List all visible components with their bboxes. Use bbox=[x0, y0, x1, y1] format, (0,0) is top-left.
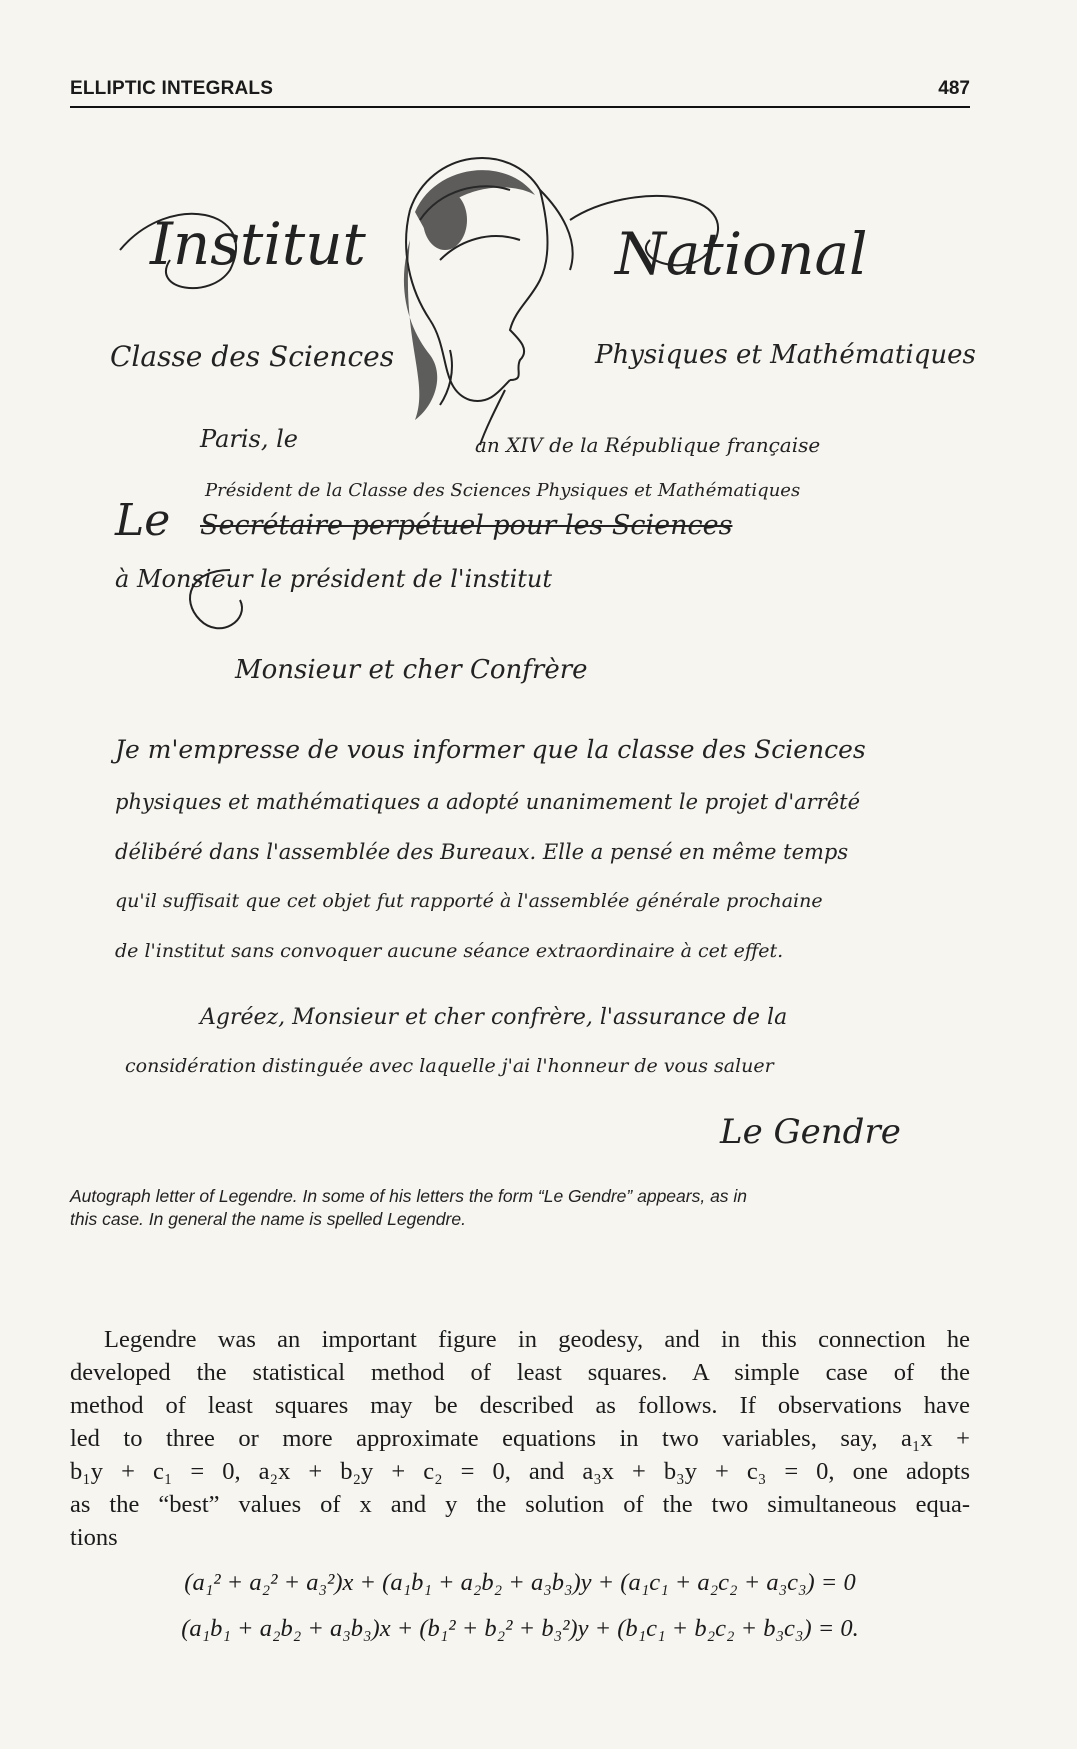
date-left: Paris, le bbox=[200, 425, 298, 453]
greeting: Monsieur et cher Confrère bbox=[235, 655, 588, 685]
caption-line: Autograph letter of Legendre. In some of his letters the form “Le Gendre” appears, as in bbox=[70, 1186, 748, 1206]
equation-2: (a₁b₁ + a₂b₂ + a₃b₃)x + (b₁² + b₂² + b₃²)y + (b₁c₁ + b₂c₂ + b₃c₃) = 0. bbox=[181, 1615, 859, 1642]
running-header bbox=[70, 78, 970, 108]
letterhead-institut: Institut bbox=[150, 210, 366, 278]
paragraph-line: as the “best” values of x and y the solution of the two simultaneous equa- bbox=[70, 1491, 970, 1518]
body-paragraph bbox=[70, 1323, 970, 1554]
paragraph-line: developed the statistical method of least squares. A simple case of the bbox=[70, 1359, 970, 1386]
page-number: 487 bbox=[938, 78, 970, 99]
inserted-title: Président de la Classe des Sciences Physiques et Mathématiques bbox=[205, 480, 801, 501]
paragraph-line: b₁y + c₁ = 0, a₂x + b₂y + c₂ = 0, and a₃x + b₃y + c₃ = 0, one adopts bbox=[70, 1458, 970, 1485]
paragraph-line: tions bbox=[70, 1524, 118, 1551]
chapter-title: ELLIPTIC INTEGRALS bbox=[70, 78, 274, 99]
paragraph-line: led to three or more approximate equations in two variables, say, a₁x + bbox=[70, 1425, 970, 1452]
struck-title: Secrétaire perpétuel pour les Sciences bbox=[200, 510, 733, 541]
letter-line-5: de l'institut sans convoquer aucune séance extraordinaire à cet effet. bbox=[115, 940, 784, 962]
figure-caption bbox=[70, 1185, 970, 1231]
paragraph-line: method of least squares may be described as follows. If observations have bbox=[70, 1392, 970, 1419]
letter-line-4: qu'il suffisait que cet objet fut rapporté à l'assemblée générale prochaine bbox=[115, 890, 823, 912]
closing-line-2: considération distinguée avec laquelle j'ai l'honneur de vous saluer bbox=[125, 1055, 774, 1077]
equation-1: (a₁² + a₂² + a₃²)x + (a₁b₁ + a₂b₂ + a₃b₃)y + (a₁c₁ + a₂c₂ + a₃c₃) = 0 bbox=[184, 1569, 856, 1596]
letter-line-3: délibéré dans l'assemblée des Bureaux. Elle a pensé en même temps bbox=[115, 840, 849, 864]
caption-line: this case. In general the name is spelled Legendre. bbox=[70, 1209, 466, 1229]
paragraph-line: Legendre was an important figure in geodesy, and in this connection he bbox=[104, 1326, 970, 1353]
letterhead-classe-right: Physiques et Mathématiques bbox=[595, 340, 976, 370]
letter-line-2: physiques et mathématiques a adopté unanimement le projet d'arrêté bbox=[115, 790, 860, 814]
autograph-letter-image bbox=[110, 150, 976, 1175]
letterhead-national: National bbox=[615, 220, 868, 288]
letterhead-classe-left: Classe des Sciences bbox=[110, 340, 395, 373]
letter-line-1: Je m'empresse de vous informer que la classe des Sciences bbox=[115, 735, 866, 764]
letter-le: Le bbox=[115, 495, 171, 546]
closing-line-1: Agréez, Monsieur et cher confrère, l'assurance de la bbox=[200, 1005, 788, 1030]
signature: Le Gendre bbox=[720, 1112, 901, 1152]
addressee: à Monsieur le président de l'institut bbox=[115, 565, 552, 593]
date-right: an XIV de la République française bbox=[475, 433, 821, 457]
